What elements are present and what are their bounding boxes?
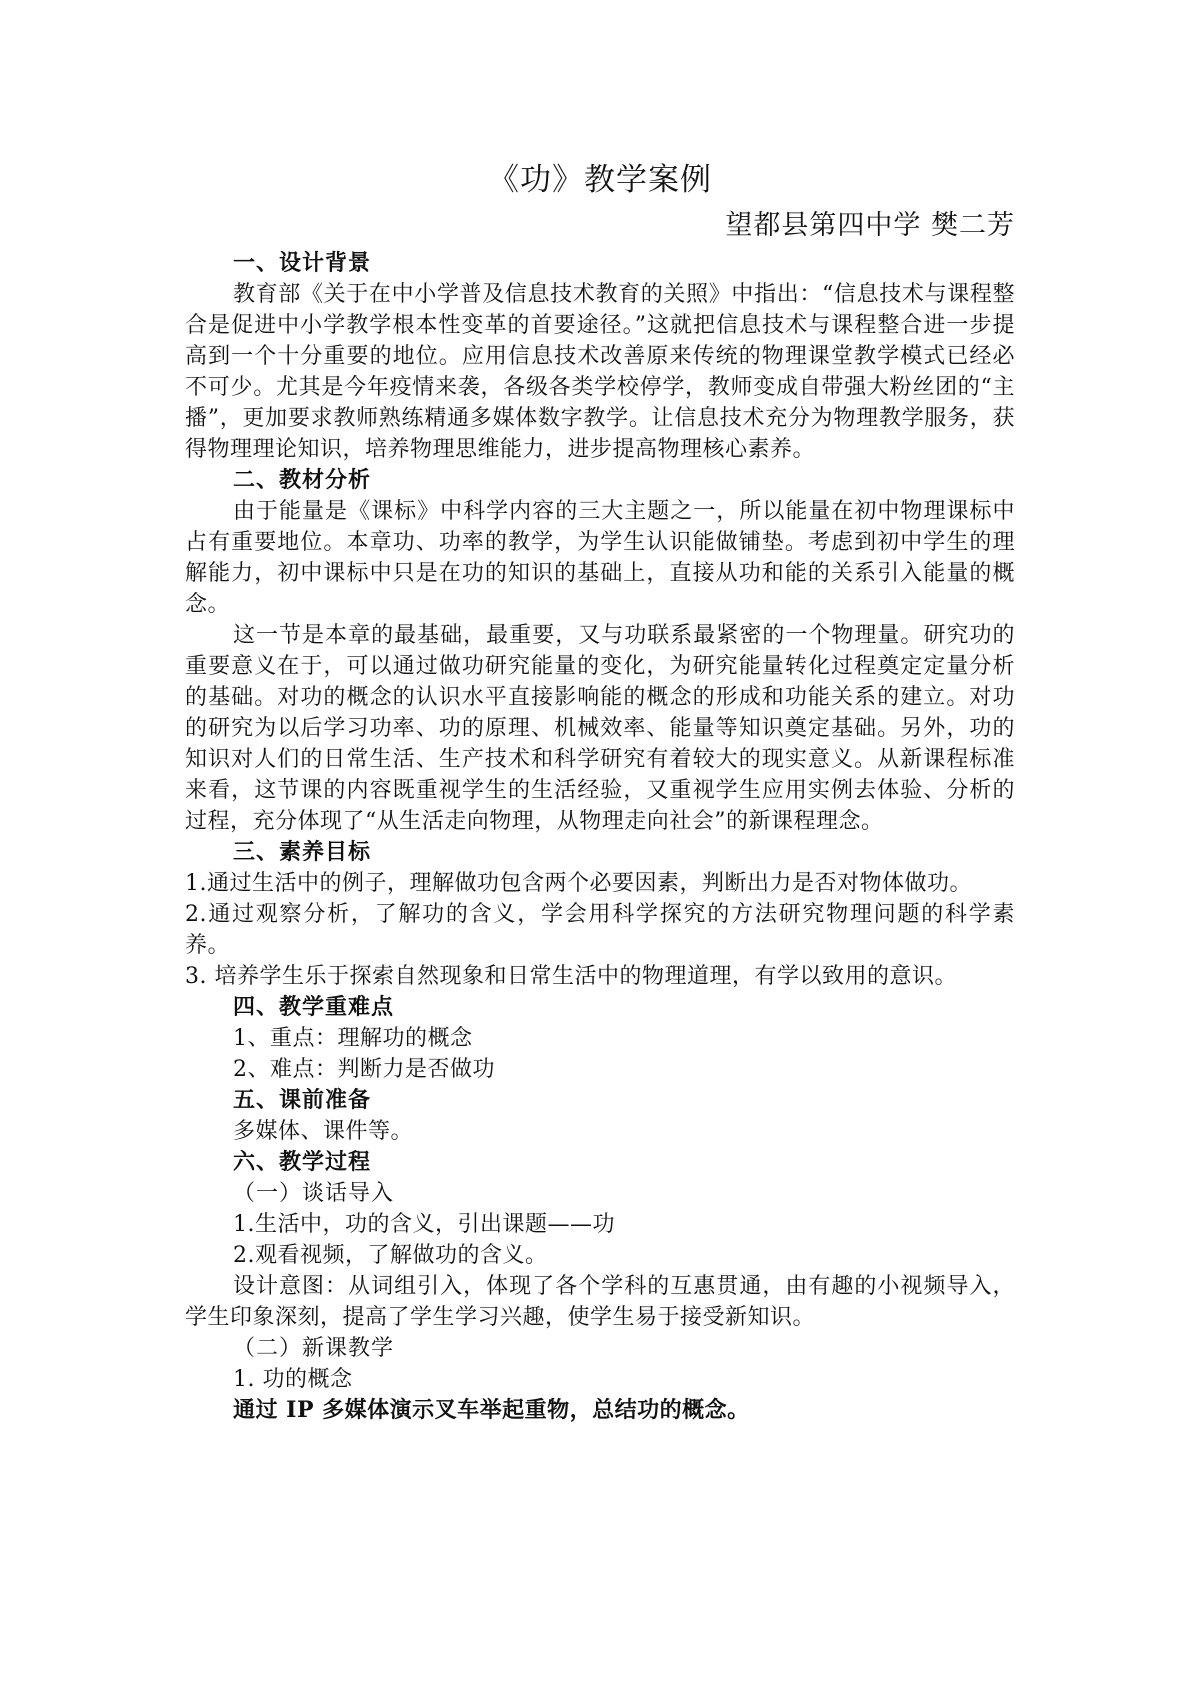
section-heading-material-analysis: 二、教材分析 <box>233 468 372 493</box>
section-heading-design-background: 一、设计背景 <box>233 251 372 276</box>
document-page <box>185 160 1015 1426</box>
process-item: 2.观看视频，了解做功的含义。 <box>233 1243 548 1268</box>
paragraph-material-2: 这一节是本章的最基础，最重要，又与功联系最紧密的一个物理量。研究功的重要意义在于，可以通过做功研究能量的变化，为研究能量转化过程奠定定量分析的基础。对功的概念的认识水平直接影响能的概念的形成和功能关系的建立。对功的研究为以后学习功率、功的原理、机械效率、能量等知识奠定基础。另外，功的知识对人们的日常生活、生产技术和科学研究有着较大的现实意义。从新课程标准来看，这节课的内容既重视学生的生活经验，又重视学生应用实例去体验、分析的过程，充分体现了“从生活走向物理，从物理走向社会”的新课程理念。 <box>185 623 1015 834</box>
document-author: 望都县第四中学 樊二芳 <box>725 210 1015 241</box>
design-intent-paragraph: 设计意图：从词组引入，体现了各个学科的互惠贯通，由有趣的小视频导入，学生印象深刻，提高了学生学习兴趣，使学生易于接受新知识。 <box>185 1274 1015 1330</box>
key-point-item: 2、难点：判断力是否做功 <box>233 1057 495 1082</box>
paragraph-background: 教育部《关于在中小学普及信息技术教育的关照》中指出：“信息技术与课程整合是促进中小学教学根本性变革的首要途径。”这就把信息技术与课程整合进一步提高到一个十分重要的地位。应用信息技术改善原来传统的物理课堂教学模式已经必不可少。尤其是今年疫情来袭，各级各类学校停学，教师变成自带强大粉丝团的“主播”，更加要求教师熟练精通多媒体数字教学。让信息技术充分为物理教学服务，获得物理理论知识，培养物理思维能力，进步提高物理核心素养。 <box>185 282 1015 462</box>
sub-heading-introduction: （一）谈话导入 <box>233 1181 395 1206</box>
goal-item: 1.通过生活中的例子，理解做功包含两个必要因素，判断出力是否对物体做功。 <box>185 871 972 896</box>
key-point-item: 1、重点：理解功的概念 <box>233 1026 473 1051</box>
section-heading-preparation: 五、课前准备 <box>233 1088 372 1113</box>
process-item: 1.生活中，功的含义，引出课题——功 <box>233 1212 615 1237</box>
paragraph-material-1: 由于能量是《课标》中科学内容的三大主题之一，所以能量在初中物理课标中占有重要地位。本章功、功率的教学，为学生认识能做铺垫。考虑到初中学生的理解能力，初中课标中只是在功的知识的基础上，直接从功和能的关系引入能量的概念。 <box>185 499 1015 617</box>
goal-item: 3. 培养学生乐于探索自然现象和日常生活中的物理道理，有学以致用的意识。 <box>185 964 957 989</box>
section-heading-teaching-process: 六、教学过程 <box>233 1150 372 1175</box>
goal-item: 2.通过观察分析，了解功的含义，学会用科学探究的方法研究物理问题的科学素养。 <box>185 902 1015 958</box>
section-heading-key-points: 四、教学重难点 <box>233 995 395 1020</box>
document-title: 《功》教学案例 <box>488 162 712 198</box>
sub-heading-new-lesson: （二）新课教学 <box>233 1336 395 1361</box>
bold-instruction-line: 通过 IP 多媒体演示叉车举起重物，总结功的概念。 <box>233 1397 750 1423</box>
section-heading-literacy-goals: 三、素养目标 <box>233 840 372 865</box>
preparation-text: 多媒体、课件等。 <box>233 1119 414 1144</box>
concept-item: 1. 功的概念 <box>233 1367 353 1392</box>
